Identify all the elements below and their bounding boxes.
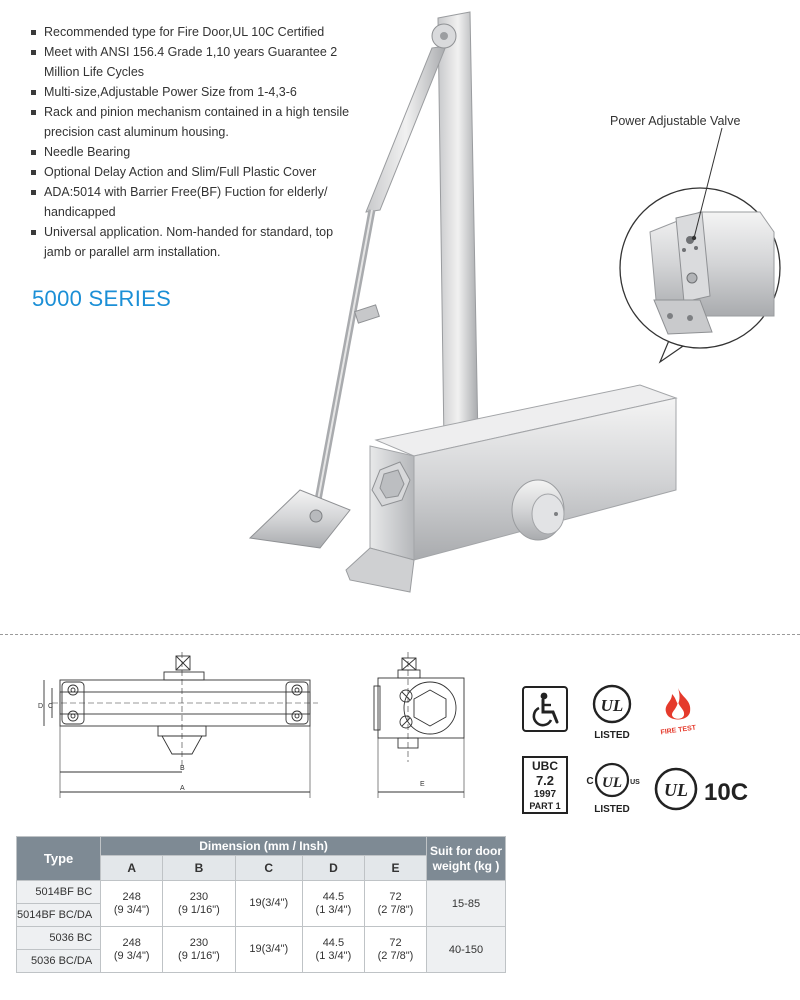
shoe-bracket [250,490,350,548]
fire-test-text: FIRE TEST [660,724,697,736]
ul-10c-text: 10C [704,779,749,806]
dimension-cell: 44.5 (1 3/4") [302,881,364,927]
feature-item: Meet with ANSI 156.4 Grade 1,10 years Guarantee 2 Million Life Cycles [30,42,360,82]
ubc-year-text: 1997 [533,789,557,800]
feature-item: Multi-size,Adjustable Power Size from 1-4,3-6 [30,82,360,102]
feature-item: ADA:5014 with Barrier Free(BF) Fuction for elderly/ handicapped [30,182,360,222]
wheelchair-icon [522,686,568,732]
dim-label-c: C [48,703,54,710]
ubc-number-text: 7.2 [535,773,555,788]
feature-item: Recommended type for Fire Door,UL 10C Certified [30,22,360,42]
ul-10c-icon [654,766,764,812]
door-weight-cell: 15-85 [427,881,506,927]
rod-nut [355,305,380,323]
dimension-cell: 248 (9 3/4") [101,881,163,927]
fire-test-icon [652,684,704,736]
table-row [17,927,506,950]
dimension-cell: 72 (2 7/8") [364,927,426,973]
dim-label-d: D [38,703,44,710]
series-title: 5000 SERIES [32,286,172,311]
dimension-cell: 230 (9 1/16") [163,881,235,927]
suit-weight-header: Suit for door weight (kg ) [427,837,506,881]
cul-us-listed-icon [582,760,642,816]
dim-label-e: E [420,781,425,788]
type-header: Type [17,837,101,881]
col-header-c: C [235,856,302,881]
door-closer-illustration [240,0,800,610]
dimension-cell: 230 (9 1/16") [163,927,235,973]
col-header-e: E [364,856,426,881]
dimension-table [16,836,506,973]
dimension-cell: 19(3/4") [235,881,302,927]
dim-label-a: A [180,785,185,792]
svg-text:UL: UL [602,775,622,791]
door-weight-cell: 40-150 [427,927,506,973]
feature-item: Rack and pinion mechanism contained in a high tensile precision cast aluminum housing. [30,102,360,142]
power-adjustable-valve-label: Power Adjustable Valve [610,114,741,128]
ubc-icon [522,756,568,814]
table-row [17,881,506,904]
front-view-drawing [36,652,320,800]
dimension-cell: 72 (2 7/8") [364,881,426,927]
ubc-top-text: UBC [532,759,558,773]
col-header-d: D [302,856,364,881]
feature-item: Universal application. Nom-handed for standard, top jamb or parallel arm installation. [30,222,360,262]
dimension-cell: 248 (9 3/4") [101,927,163,973]
feature-item: Optional Delay Action and Slim/Full Plastic Cover [30,162,360,182]
ul-mark-text: UL [600,696,624,715]
col-header-a: A [101,856,163,881]
dim-label-b: B [180,765,185,772]
ubc-part-text: PART 1 [529,801,561,811]
dimension-cell: 19(3/4") [235,927,302,973]
forearm-rod [366,46,446,212]
cul-us-text: US [630,779,640,786]
cul-c-text: C [586,776,594,787]
ul-listed-icon [590,684,634,740]
cul-listed-text: LISTED [594,804,630,815]
model-name: 5014BF BC [17,881,101,904]
model-name: 5036 BC [17,927,101,950]
side-view-drawing [370,652,474,800]
model-name: 5036 BC/DA [17,950,101,973]
model-name: 5014BF BC/DA [17,904,101,927]
col-header-b: B [163,856,235,881]
dimension-header: Dimension (mm / Insh) [101,837,427,856]
ul-listed-text: LISTED [594,730,630,740]
svg-text:UL: UL [664,780,688,800]
dimension-cell: 44.5 (1 3/4") [302,927,364,973]
main-arm [438,12,478,444]
section-divider [0,634,800,635]
feature-item: Needle Bearing [30,142,360,162]
